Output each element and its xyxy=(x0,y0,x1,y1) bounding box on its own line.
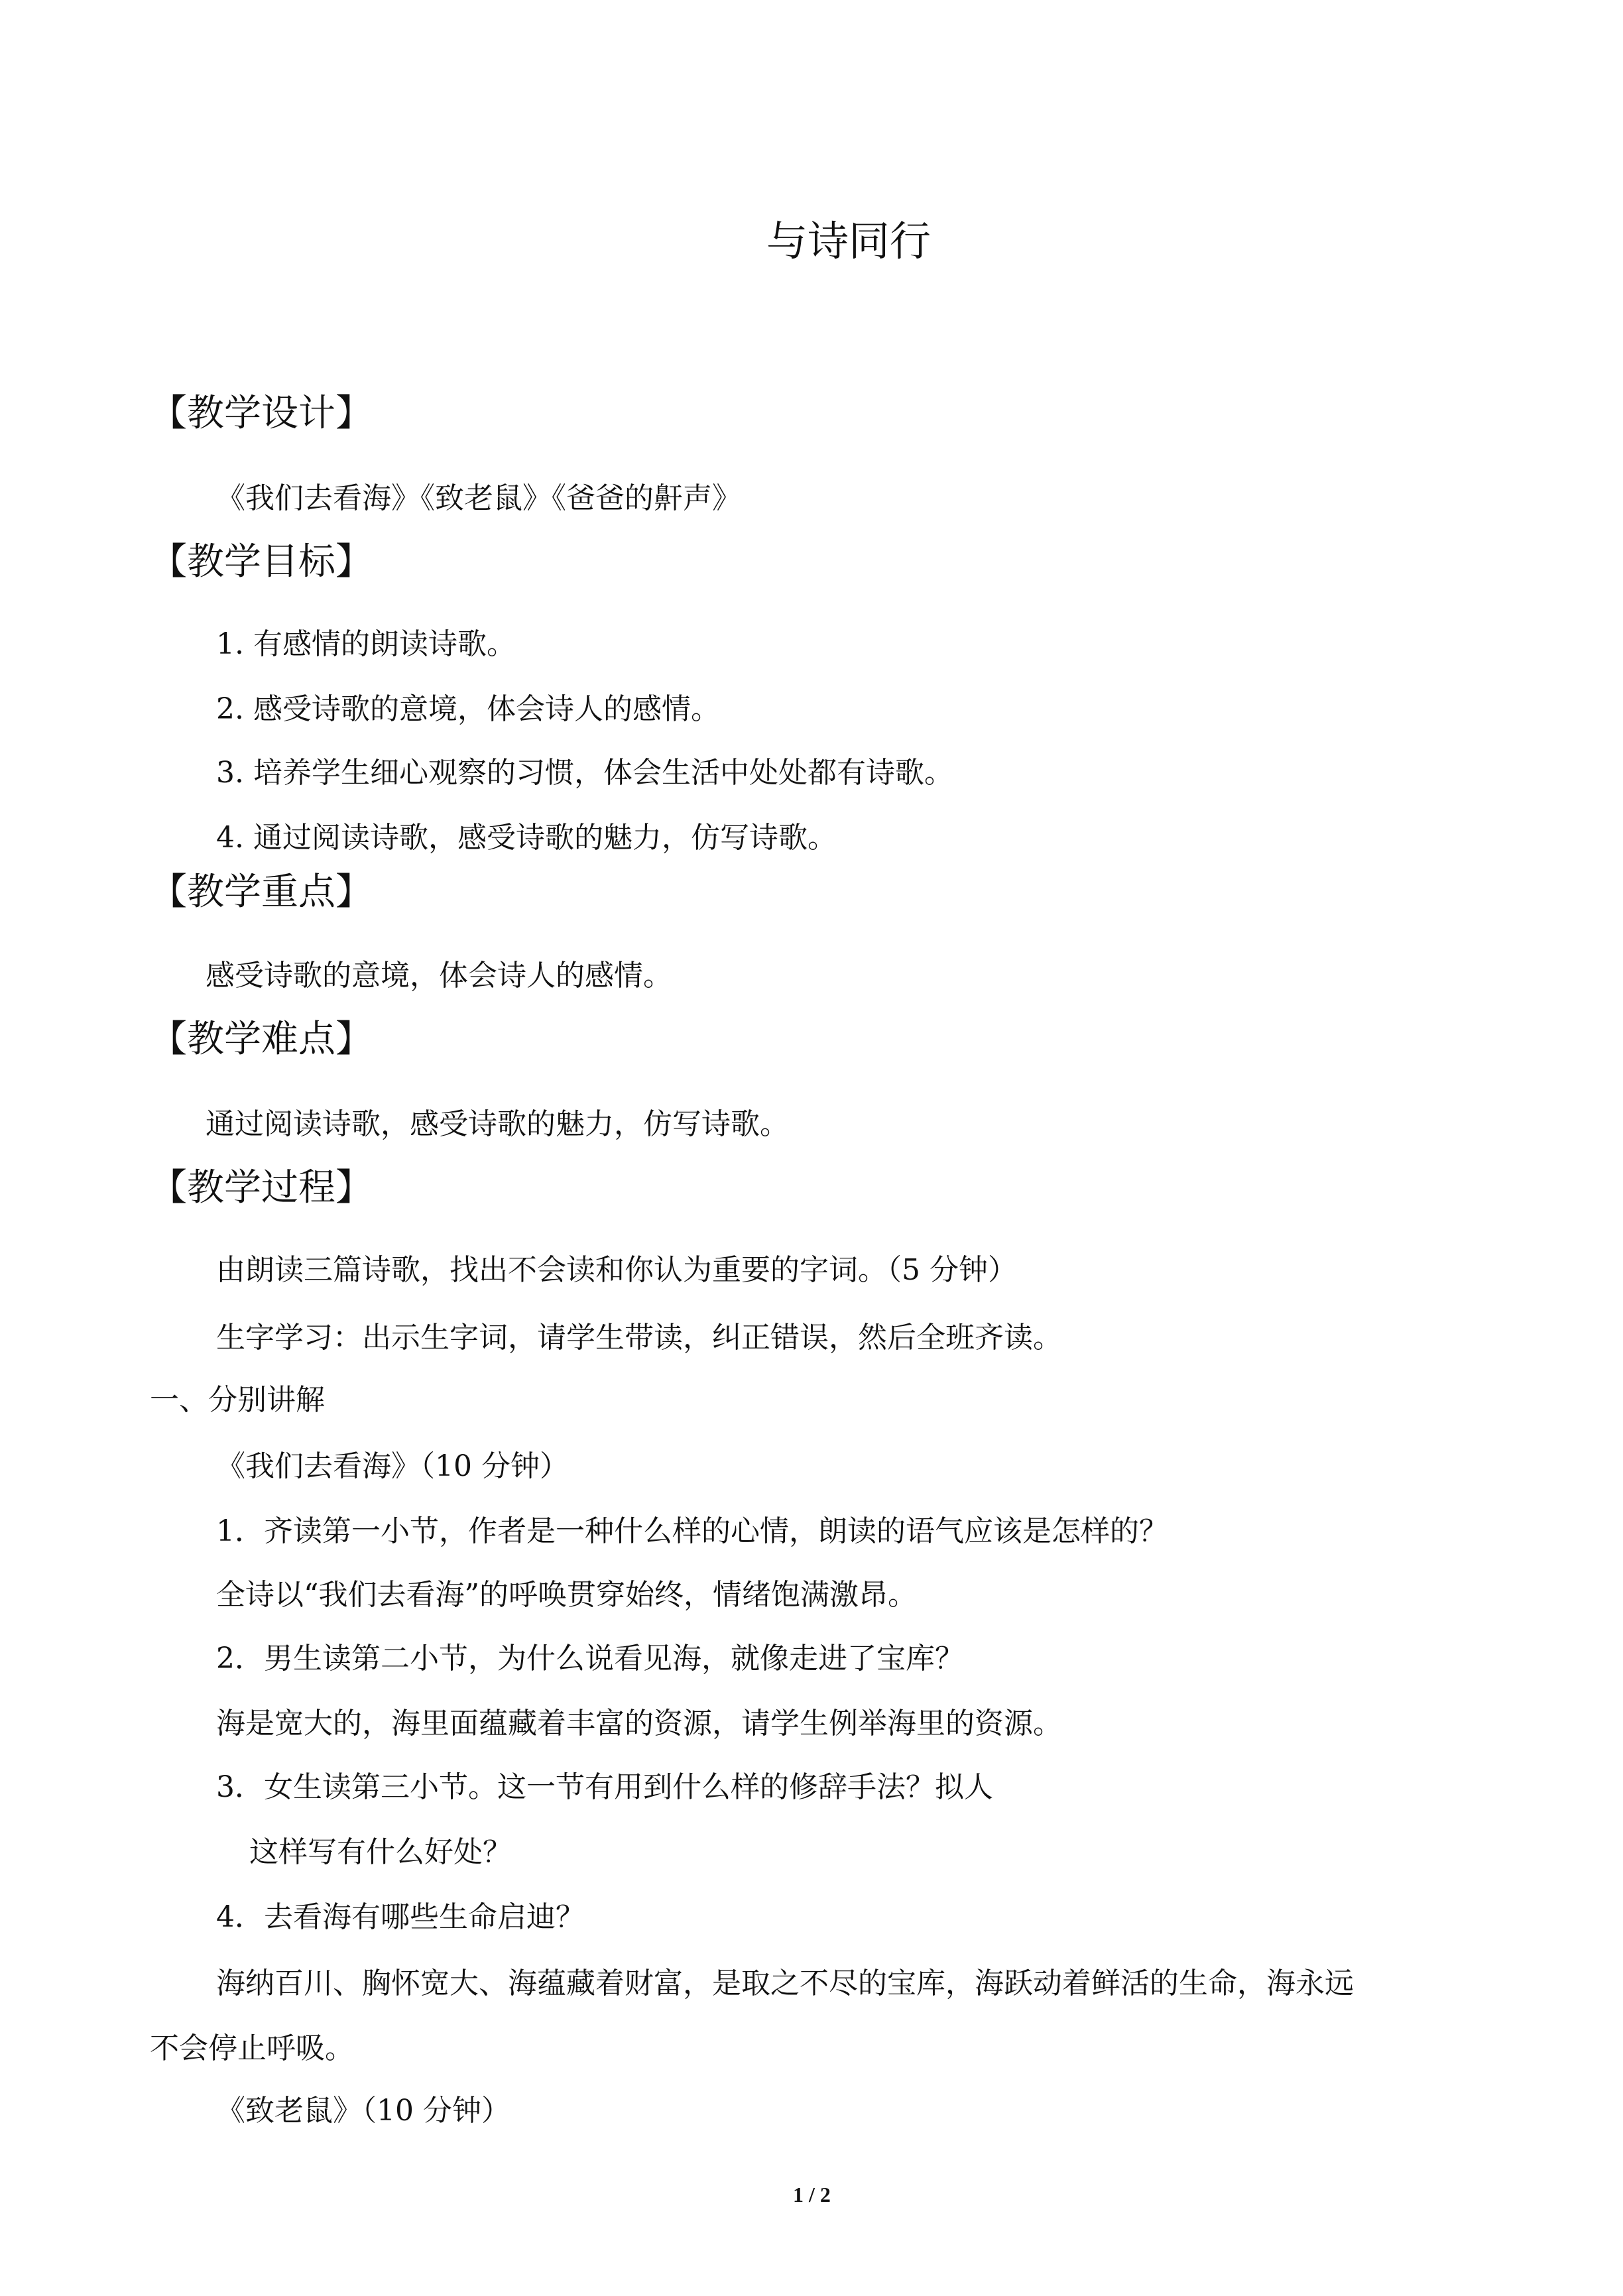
process-subheading: 一、分别讲解 xyxy=(150,1383,325,1417)
design-text: 《我们去看海》《致老鼠》《爸爸的鼾声》 xyxy=(216,481,741,515)
document-title: 与诗同行 xyxy=(766,217,932,265)
process-line: 由朗读三篇诗歌，找出不会读和你认为重要的字词。（5 分钟） xyxy=(216,1253,1017,1287)
goal-item: 3. 培养学生细心观察的习惯，体会生活中处处都有诗歌。 xyxy=(216,756,953,790)
page-number: 1 / 2 xyxy=(793,2183,831,2206)
process-line: 海纳百川、胸怀宽大、海蕴藏着财富，是取之不尽的宝库，海跃动着鲜活的生命，海永远 xyxy=(216,1966,1354,2000)
difficulties-text: 通过阅读诗歌，感受诗歌的魅力，仿写诗歌。 xyxy=(206,1107,789,1141)
section-heading-design: 【教学设计】 xyxy=(150,392,373,435)
process-line: 《我们去看海》（10 分钟） xyxy=(216,1449,569,1483)
section-heading-process: 【教学过程】 xyxy=(150,1166,373,1209)
process-line: 生字学习：出示生字词，请学生带读，纠正错误，然后全班齐读。 xyxy=(216,1321,1062,1355)
process-line: 1．齐读第一小节，作者是一种什么样的心情，朗读的语气应该是怎样的？ xyxy=(216,1514,1168,1548)
goal-item: 4. 通过阅读诗歌，感受诗歌的魅力，仿写诗歌。 xyxy=(216,821,837,855)
process-line: 3．女生读第三小节。这一节有用到什么样的修辞手法？拟人 xyxy=(216,1770,993,1804)
process-line: 4．去看海有哪些生命启迪？ xyxy=(216,1900,585,1934)
process-line: 海是宽大的，海里面蕴藏着丰富的资源，请学生例举海里的资源。 xyxy=(216,1707,1062,1740)
section-heading-key-points: 【教学重点】 xyxy=(150,871,373,914)
process-line: 《致老鼠》（10 分钟） xyxy=(216,2094,511,2128)
process-line: 全诗以“我们去看海”的呼唤贯穿始终，情绪饱满激昂。 xyxy=(216,1578,917,1612)
goal-item: 2. 感受诗歌的意境，体会诗人的感情。 xyxy=(216,692,720,726)
process-line: 不会停止呼吸。 xyxy=(150,2031,354,2065)
section-heading-goals: 【教学目标】 xyxy=(150,540,373,583)
section-heading-difficulties: 【教学难点】 xyxy=(150,1018,373,1061)
process-line: 这样写有什么好处？ xyxy=(249,1835,512,1869)
goal-item: 1. 有感情的朗读诗歌。 xyxy=(216,627,516,661)
process-line: 2．男生读第二小节，为什么说看见海，就像走进了宝库？ xyxy=(216,1642,964,1675)
key-points-text: 感受诗歌的意境，体会诗人的感情。 xyxy=(206,959,672,993)
